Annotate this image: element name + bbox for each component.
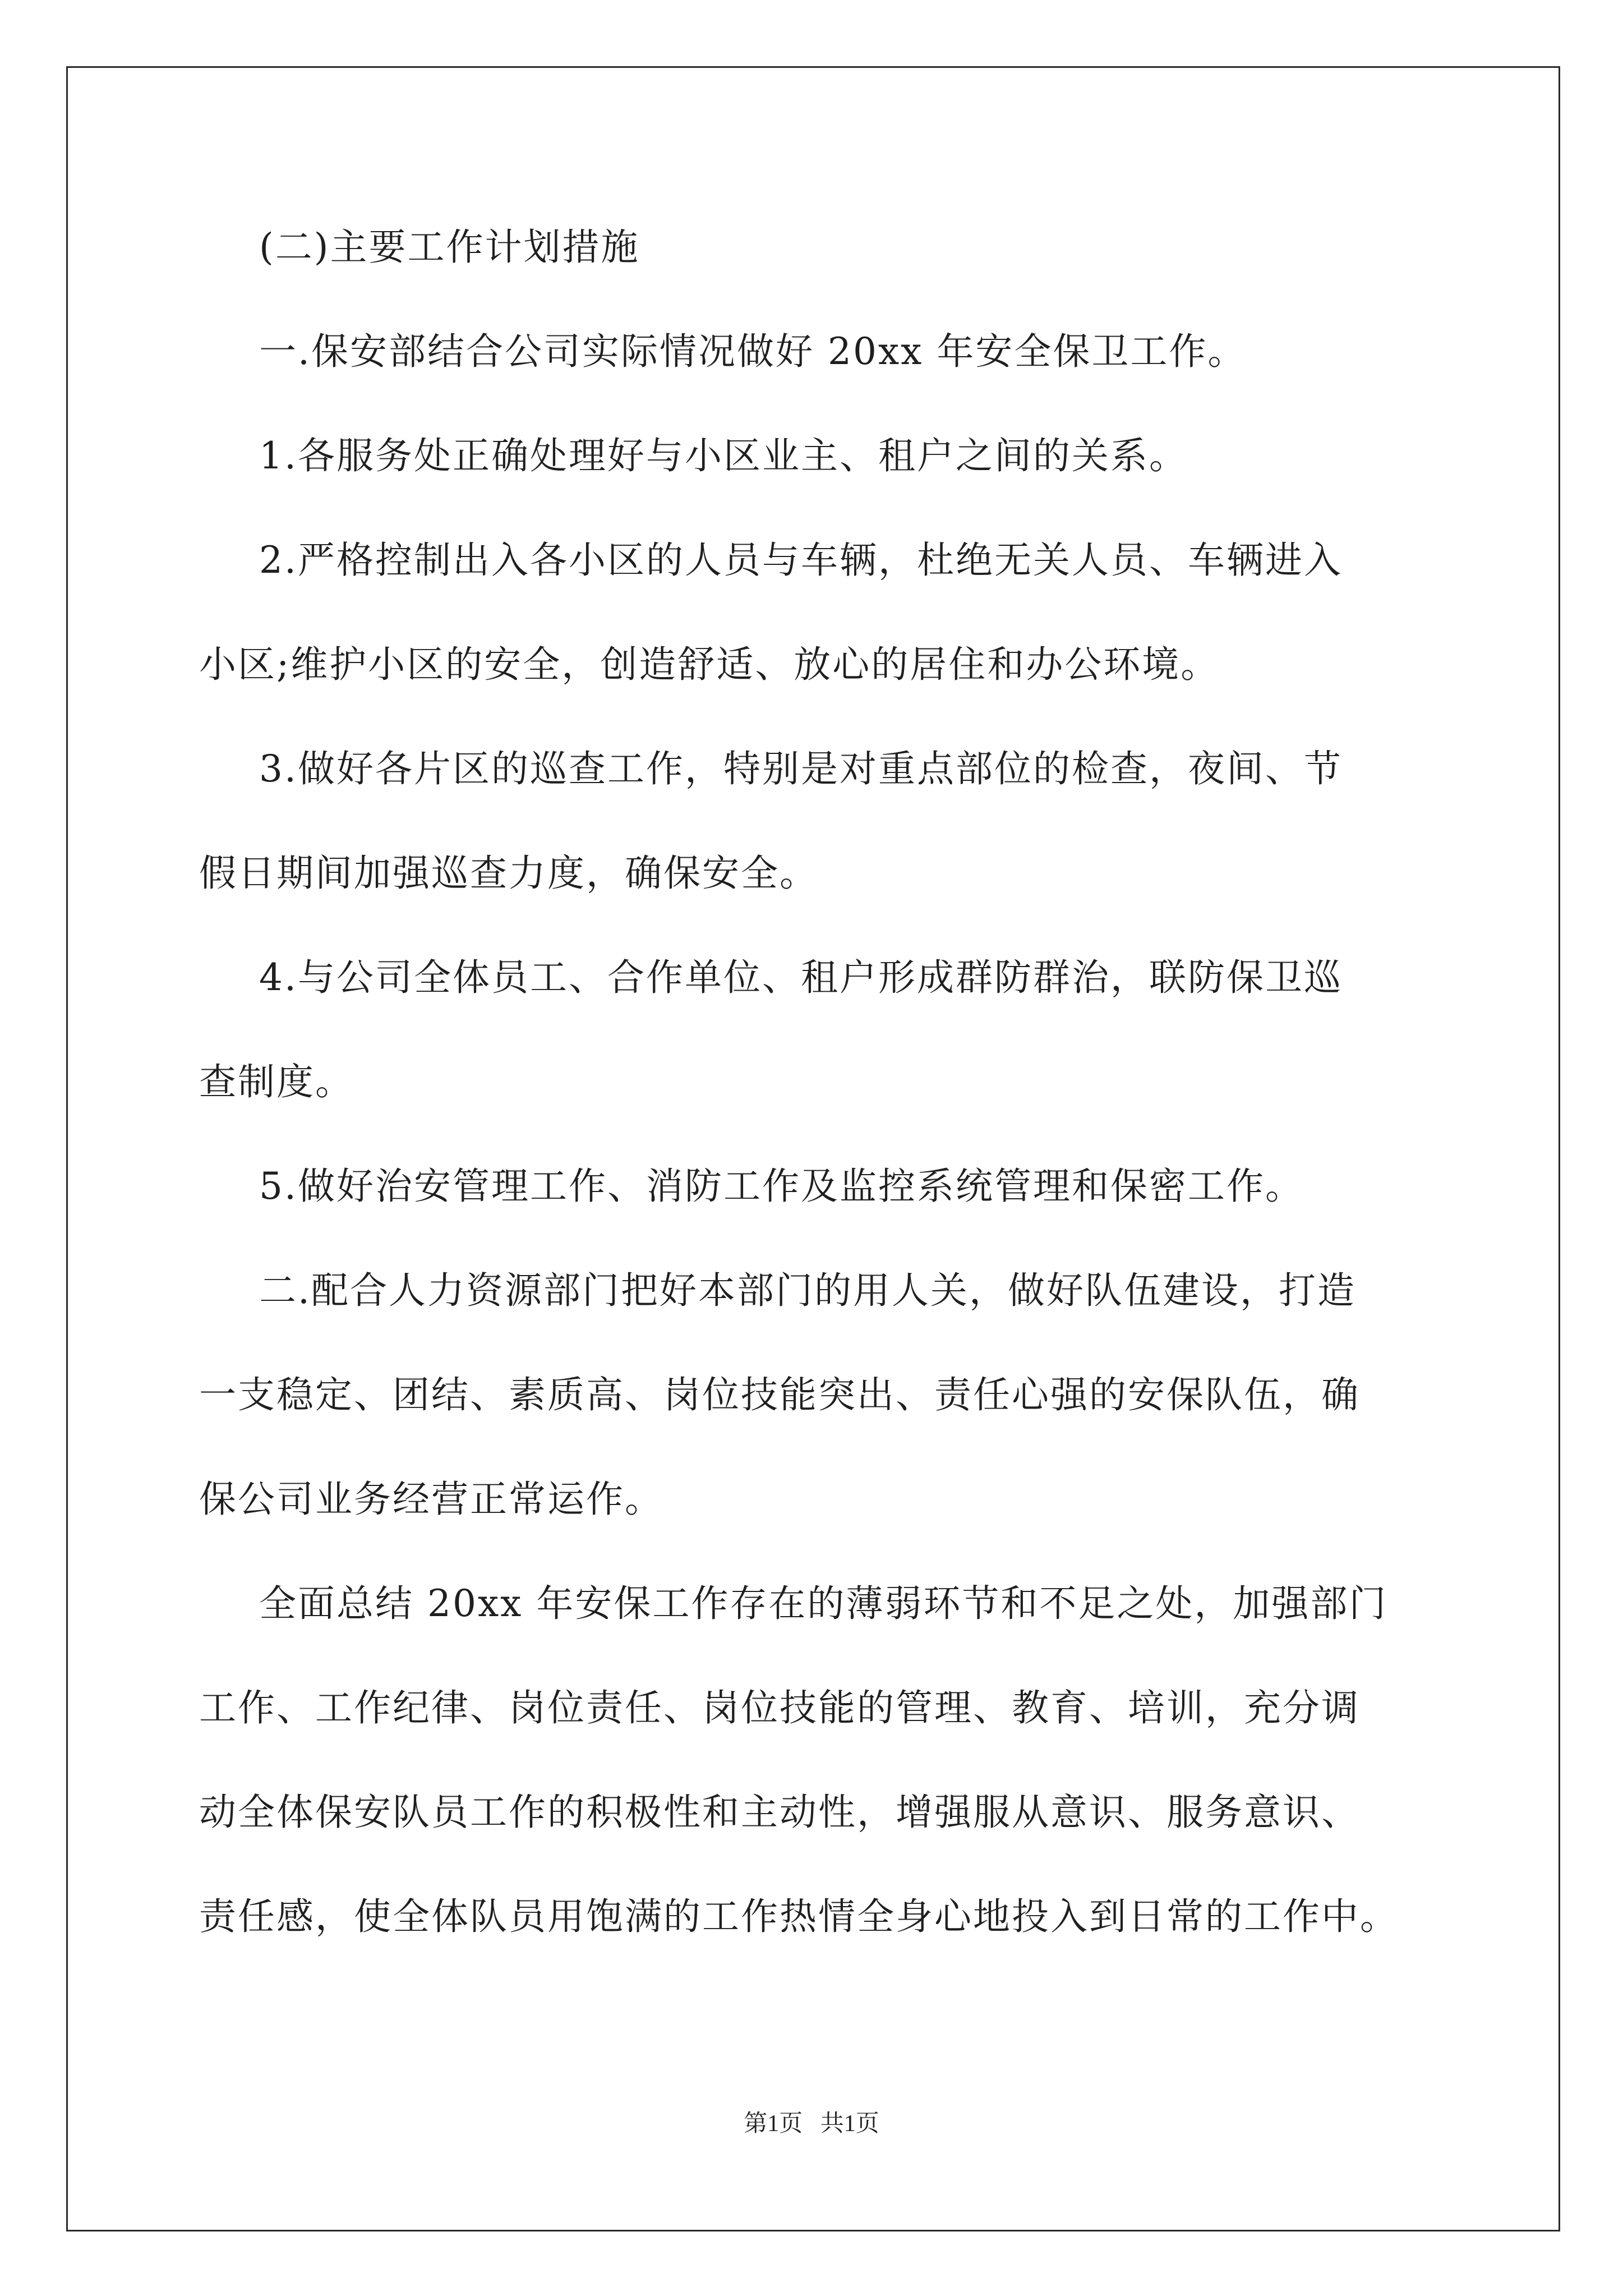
paragraph-line: 二.配合人力资源部门把好本部门的用人关，做好队伍建设，打造 xyxy=(259,1269,1356,1312)
paragraph-line: 5.做好治安管理工作、消防工作及监控系统管理和保密工作。 xyxy=(259,1165,1304,1208)
paragraph-line: 4.与公司全体员工、合作单位、租户形成群防群治，联防保卫巡 xyxy=(259,956,1343,999)
paragraph-line: 3.做好各片区的巡查工作，特别是对重点部位的检查，夜间、节 xyxy=(259,747,1343,790)
paragraph-line: 小区;维护小区的安全，创造舒适、放心的居住和办公环境。 xyxy=(199,643,1220,686)
section-heading: (二)主要工作计划措施 xyxy=(259,226,640,269)
paragraph-line: 1.各服务处正确处理好与小区业主、租户之间的关系。 xyxy=(259,434,1188,477)
paragraph-line: 2.严格控制出入各小区的人员与车辆，杜绝无关人员、车辆进入 xyxy=(259,539,1343,582)
paragraph-line: 责任感，使全体队员用饱满的工作热情全身心地投入到日常的工作中。 xyxy=(199,1895,1399,1938)
paragraph-line: 保公司业务经营正常运作。 xyxy=(199,1478,663,1521)
paragraph-line: 全面总结 20xx 年安保工作存在的薄弱环节和不足之处，加强部门 xyxy=(259,1582,1388,1625)
paragraph-line: 假日期间加强巡查力度，确保安全。 xyxy=(199,852,818,895)
paragraph-line: 动全体保安队员工作的积极性和主动性，增强服从意识、服务意识、 xyxy=(199,1791,1360,1834)
paragraph-line: 一支稳定、团结、素质高、岗位技能突出、责任心强的安保队伍，确 xyxy=(199,1373,1360,1416)
page-number-footer: 第1页 共1页 xyxy=(744,2111,879,2137)
paragraph-line: 工作、工作纪律、岗位责任、岗位技能的管理、教育、培训，充分调 xyxy=(199,1686,1360,1729)
paragraph-line: 查制度。 xyxy=(199,1060,354,1103)
paragraph-line: 一.保安部结合公司实际情况做好 20xx 年安全保卫工作。 xyxy=(259,330,1247,373)
